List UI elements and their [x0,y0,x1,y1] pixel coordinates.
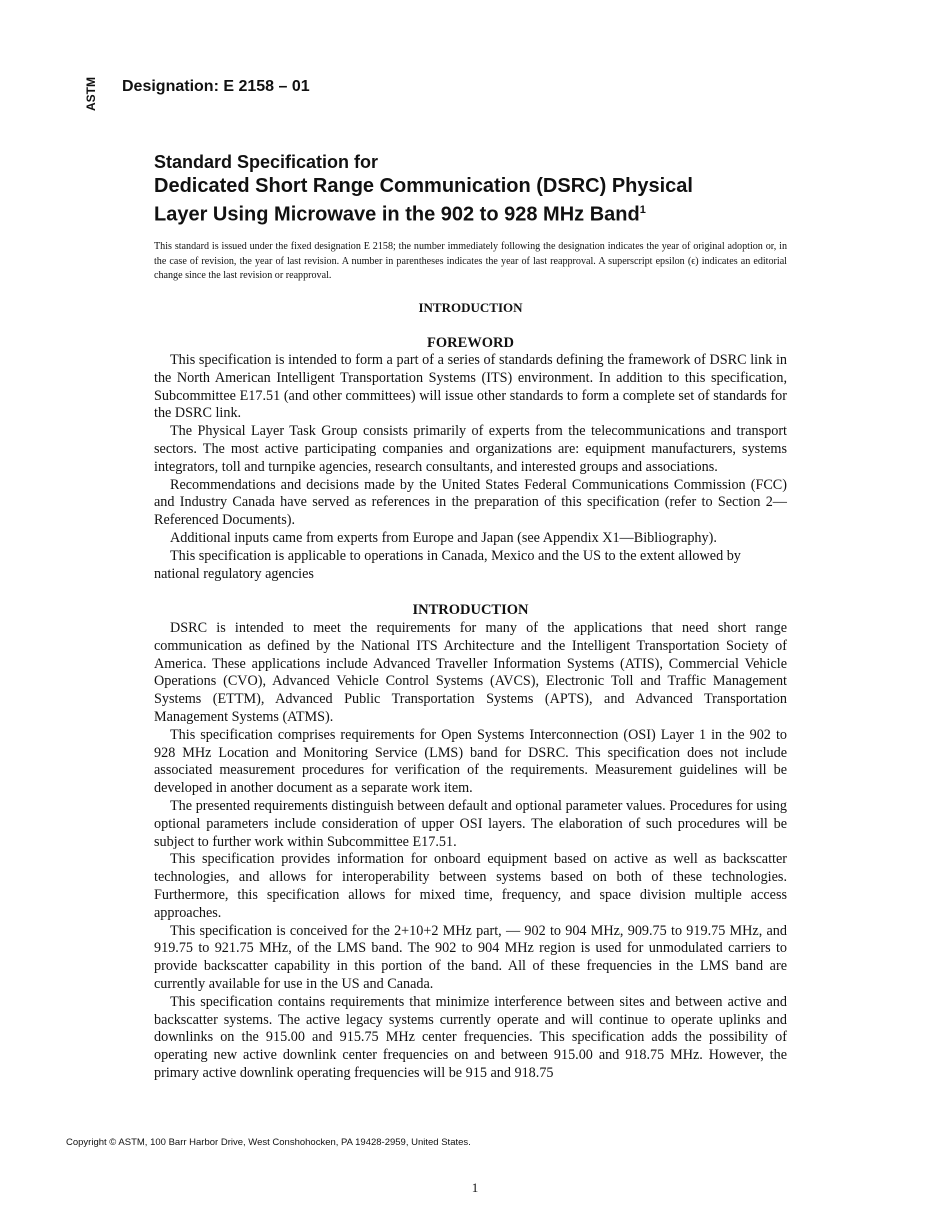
foreword-heading: FOREWORD [427,335,514,351]
standard-notice: This standard is issued under the fixed designation E 2158; the number immediately following the designation indicates the year of original adoption or, in the case of revision, the year of last revision. A number in parentheses indicates the year of last reapproval. A superscript epsilon (ϵ) indicates an editorial change since the last revision or reapproval. [154,241,787,281]
foreword-paragraph: Recommendations and decisions made by the United States Federal Communications Commission (FCC) and Industry Canada have served as references in the preparation of this specification (refer to Section 2—Referenced Documents). [154,476,787,529]
introduction-body [154,620,787,1083]
svg-text:ASTM: ASTM [84,77,98,111]
foreword-paragraph: This specification is intended to form a part of a series of standards defining the framework of DSRC link in the North American Intelligent Transportation Systems (ITS) environment. In addition to this specification, Subcommittee E17.51 (and other committees) will issue other standards to form a complete set of standards for the DSRC link. [154,352,787,422]
document-title [154,150,794,227]
foreword-body [154,352,787,583]
title-line-2: Dedicated Short Range Communication (DSRC) Physical [154,175,693,197]
introduction-paragraph: This specification is conceived for the 2+10+2 MHz part, — 902 to 904 MHz, 909.75 to 919.75 MHz, and 919.75 to 921.75 MHz, of the LMS band. The 902 to 904 MHz region is used for unmodulated carriers to provide backscatter capability in this portion of the band. All of these frequencies in the LMS band are currently available for use in the US and Canada. [154,922,787,992]
introduction-paragraph: This specification comprises requirements for Open Systems Interconnection (OSI) Layer 1 in the 902 to 928 MHz Location and Monitoring Service (LMS) band for DSRC. This specification does not include associated measurement procedures for verification of the requirements. Measurement guidelines will be developed in another document as a separate work item. [154,726,787,797]
introduction-paragraph: DSRC is intended to meet the requirements for many of the applications that need short range communication as defined by the National ITS Architecture and the Intelligent Transportation Society of America. These applications include Advanced Traveller Information Systems (ATIS), Commercial Vehicle Operations (CVO), Advanced Vehicle Control Systems (AVCS), Electronic Toll and Traffic Management Systems (ETTM), Advanced Public Transportation Systems (APTS), and Advanced Transportation Management Systems (ATMS). [154,620,787,725]
introduction-paragraph: This specification provides information for onboard equipment based on active as well as backscatter technologies, and allows for interoperability between systems based on both of these technologies. Furthermore, this specification allows for mixed time, frequency, and space division multiple access approaches. [154,851,787,921]
introduction-paragraph: This specification contains requirements that minimize interference between sites and between active and backscatter systems. The active legacy systems currently operate and will continue to operate uplinks and downlinks on the 915.00 and 915.75 MHz center frequencies. This specification adds the possibility of operating new active downlink center frequencies on and between 915.00 and 918.75 MHz. However, the primary active downlink operating frequencies will be 915 and 918.75 [154,993,787,1081]
foreword-paragraph: This specification is applicable to operations in Canada, Mexico and the US to the extent allowed by national regulatory agencies [154,547,741,582]
title-line-1: Standard Specification for [154,152,379,172]
page-number: 1 [471,1180,479,1195]
title-footnote-mark: 1 [639,204,646,216]
designation: Designation: E 2158 – 01 [122,78,310,95]
introduction-heading: INTRODUCTION [418,300,523,315]
astm-logo [66,72,110,116]
introduction-paragraph: The presented requirements distinguish between default and optional parameter values. Procedures for using optional parameters include consideration of upper OSI layers. The elaboration of such procedures will be subject to further work within Subcommittee E17.51. [154,797,787,850]
copyright-notice: Copyright © ASTM, 100 Barr Harbor Drive, West Conshohocken, PA 19428-2959, United States. [66,1137,471,1148]
title-line-3: Layer Using Microwave in the 902 to 928 MHz Band$^1$ [154,203,646,226]
foreword-paragraph: The Physical Layer Task Group consists primarily of experts from the telecommunications and transport sectors. The most active participating companies and organizations are: equipment manufacturers, systems integrators, toll and turnpike agencies, research consultants, and interested groups and associations. [154,423,787,475]
foreword-paragraph: Additional inputs came from experts from Europe and Japan (see Appendix X1—Bibliography). [170,529,717,546]
introduction-section-heading: INTRODUCTION [412,602,529,618]
